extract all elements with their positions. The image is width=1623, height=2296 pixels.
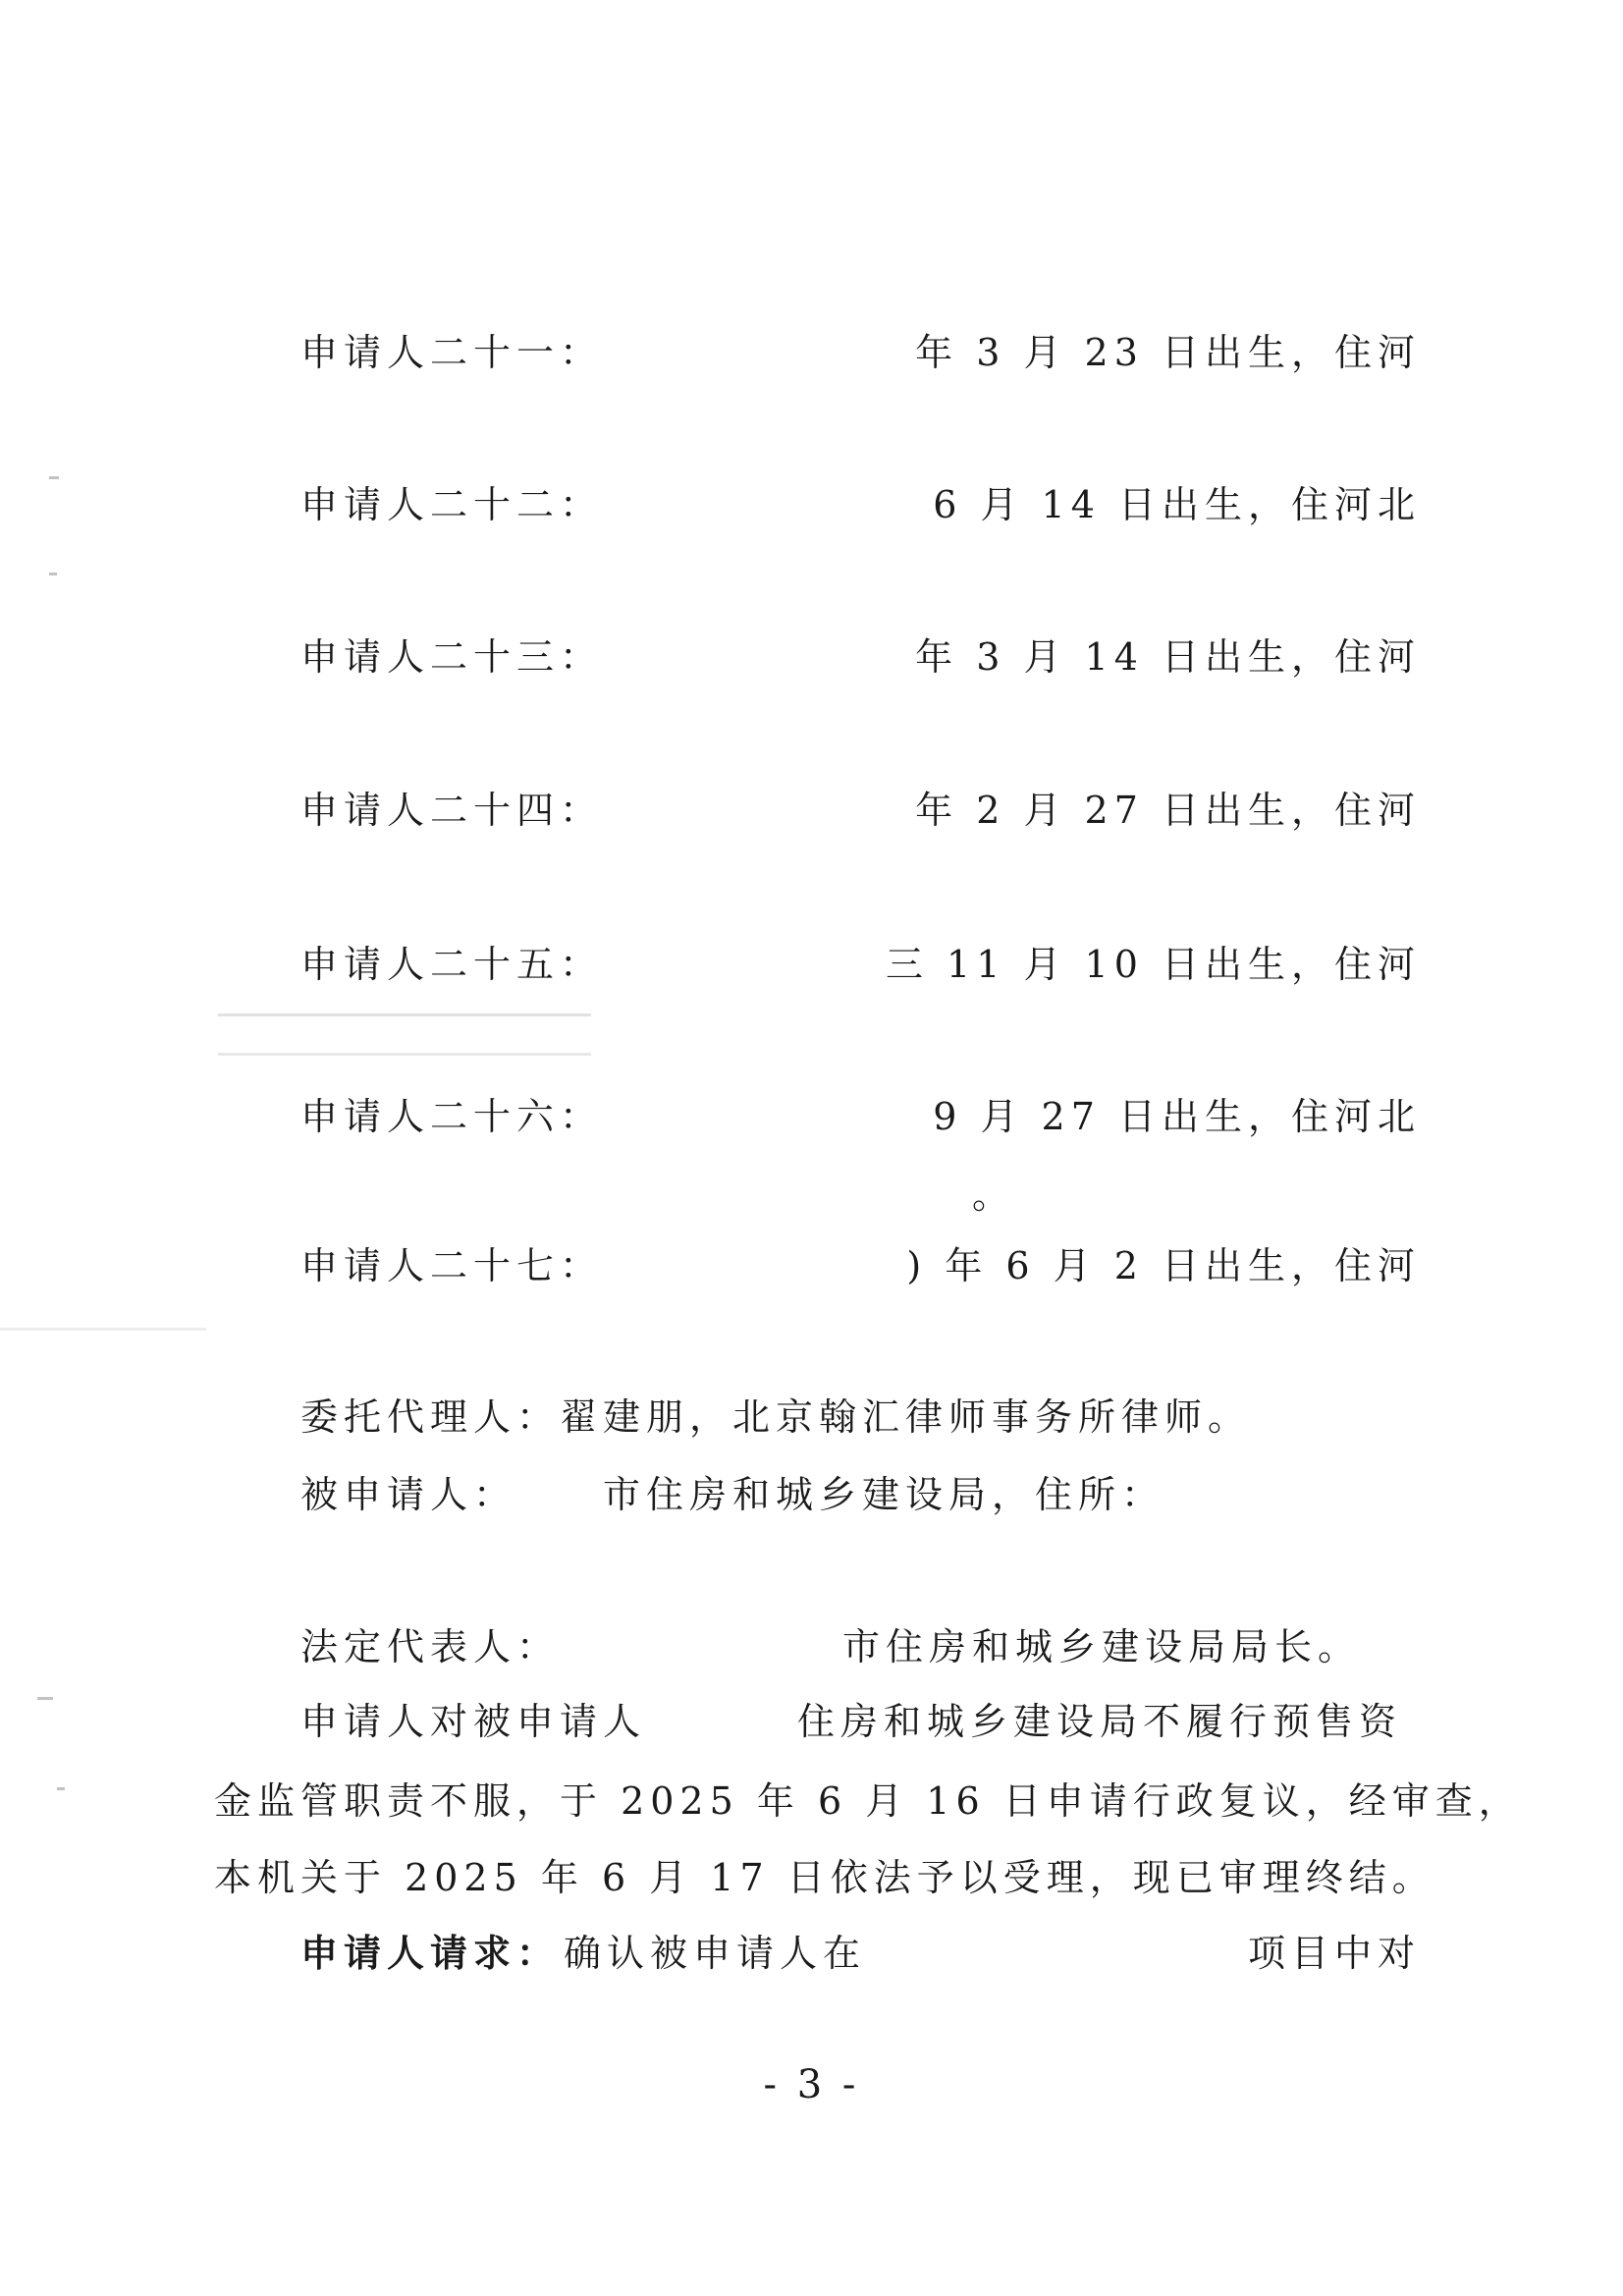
scan-speckle [0, 1328, 206, 1331]
scan-speckle [49, 476, 59, 479]
applicant-26-label: 申请人二十六： [300, 1095, 604, 1138]
respondent-label: 被申请人： [300, 1473, 517, 1516]
applicant-23-detail: 年 3 月 14 日出生，住河 [915, 635, 1421, 679]
applicant-22-label: 申请人二十二： [300, 483, 604, 526]
body-line-2: 金监管职责不服，于 2025 年 6 月 16 日申请行政复议，经审查， [214, 1779, 1522, 1823]
applicant-23-label: 申请人二十三： [300, 635, 604, 679]
applicant-21-label: 申请人二十一： [300, 331, 604, 374]
applicant-26-tail: 。 [972, 1174, 1016, 1217]
agent-line: 委托代理人：翟建朋，北京翰汇律师事务所律师。 [300, 1395, 1252, 1439]
applicant-27-label: 申请人二十七： [300, 1244, 604, 1287]
applicant-24-label: 申请人二十四： [300, 789, 604, 832]
applicant-26-detail: 9 月 27 日出生，住河北 [933, 1095, 1421, 1138]
request-label: 申请人请求： [300, 1931, 561, 1975]
body-line-1b: 住房和城乡建设局不履行预售资 [797, 1700, 1403, 1743]
scan-speckle [49, 573, 57, 575]
body-line-3: 本机关于 2025 年 6 月 17 日依法予以受理，现已审理终结。 [214, 1856, 1435, 1899]
page-number: - 3 - [763, 2062, 860, 2107]
applicant-27-detail: ) 年 6 月 2 日出生，住河 [906, 1244, 1421, 1287]
request-tail: 项目中对 [1247, 1932, 1421, 1975]
scan-speckle [57, 1787, 65, 1790]
applicant-25-detail: 三 11 月 10 日出生，住河 [885, 943, 1421, 986]
scan-speckle [37, 1697, 53, 1700]
legal-rep-text: 市住房和城乡建设局局长。 [842, 1625, 1362, 1668]
applicant-24-detail: 年 2 月 27 日出生，住河 [915, 789, 1421, 832]
applicant-22-detail: 6 月 14 日出生，住河北 [933, 483, 1421, 526]
body-line-1a: 申请人对被申请人 [300, 1700, 647, 1743]
applicant-21-detail: 年 3 月 23 日出生，住河 [915, 331, 1421, 374]
respondent-text: 市住房和城乡建设局，住所： [603, 1473, 1165, 1516]
legal-rep-label: 法定代表人： [300, 1625, 561, 1668]
scan-speckle [218, 1013, 591, 1016]
scan-speckle [218, 1053, 591, 1056]
request-text: 确认被申请人在 [564, 1932, 867, 1975]
applicant-25-label: 申请人二十五： [300, 943, 604, 986]
